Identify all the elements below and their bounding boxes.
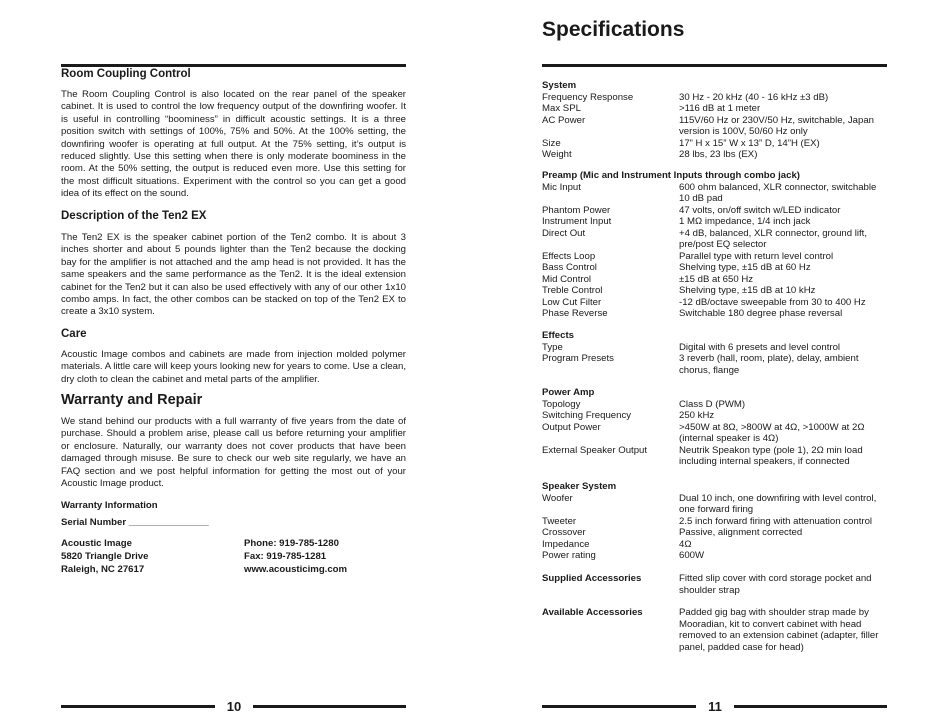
spec-row [542, 539, 887, 551]
speaker-system-section [542, 481, 887, 562]
spec-row [542, 297, 887, 309]
spec-row [542, 399, 887, 411]
spec-value: 47 volts, on/off switch w/LED indicator [679, 204, 841, 216]
spec-row [542, 308, 887, 320]
footer-rule-left [61, 705, 215, 708]
page-footer [542, 699, 887, 715]
spec-value: Digital with 6 presets and level control [679, 341, 841, 353]
spec-value: Switchable 180 degree phase reversal [679, 308, 843, 319]
spec-label: Crossover [542, 527, 586, 538]
description-heading: Description of the Ten2 EX [61, 210, 207, 222]
spec-value: 28 lbs, 23 lbs (EX) [679, 149, 758, 160]
care-heading: Care [61, 328, 87, 340]
spec-row [542, 410, 887, 422]
spec-row [542, 149, 887, 161]
speaker-system-heading: Speaker System [542, 481, 617, 492]
spec-label: Mid Control [542, 273, 592, 285]
spec-value: 600 ohm balanced, XLR connector, switchable 10 dB pad [679, 181, 877, 204]
spec-value: Neutrik Speakon type (pole 1), 2Ω min load including internal speakers, if connected [679, 444, 863, 467]
room-coupling-heading: Room Coupling Control [61, 68, 191, 80]
page-number: 10 [226, 699, 242, 714]
warranty-heading: Warranty and Repair [61, 392, 203, 408]
spec-row [542, 216, 887, 228]
spec-row [542, 274, 887, 286]
top-rule [61, 64, 406, 67]
spec-label: Direct Out [542, 227, 586, 239]
right-page [542, 0, 887, 721]
spec-value: -12 dB/octave sweepable from 30 to 400 Hz [679, 296, 866, 308]
footer-rule-right [734, 705, 887, 708]
spec-row [542, 182, 887, 205]
spec-label: Size [542, 137, 561, 149]
spec-row [542, 115, 887, 138]
spec-label: Phase Reverse [542, 308, 608, 319]
address-line-1: 5820 Triangle Drive [61, 551, 149, 562]
left-page [61, 0, 406, 721]
spec-value: >450W at 8Ω, >800W at 4Ω, >1000W at 2Ω (internal speaker is 4Ω) [679, 421, 865, 444]
supplied-accessories-section [542, 573, 887, 596]
room-coupling-text: The Room Coupling Control is also located on the rear panel of the speaker cabinet. It is used to control the low frequency output of the downfiring woofer. It is useful in controlling “boominess” in difficult acoustic settings. It is a three position switch with settings of 100%, 75% and 50%. At the 100% setting, the downfiring woofer is operating at full output. At the 75% setting, it’s output is reduced slightly. Use this setting when there is only moderate boominess in the room. At the 50% setting, the output is reduced even more. Use this setting for the most difficult situations. Experiment with the control so you can get a good idea of its effect on the sound. [61, 89, 406, 200]
effects-heading: Effects [542, 330, 574, 341]
preamp-heading: Preamp (Mic and Instrument Inputs through combo jack) [542, 170, 800, 181]
available-accessories-section [542, 607, 887, 653]
spec-value: 2.5 inch forward firing with attenuation control [679, 515, 873, 527]
care-text: Acoustic Image combos and cabinets are made from injection molded polymer materials. A little care will keep yours looking new for years to come. Use a clean, dry cloth to clean the cabinet and metal parts of the amplifier. [61, 349, 406, 385]
spec-row [542, 573, 887, 596]
spec-label: Topology [542, 398, 581, 410]
spec-row [542, 516, 887, 528]
spec-value: Dual 10 inch, one downfiring with level control, one forward firing [679, 492, 877, 515]
spec-value: 30 Hz - 20 kHz (40 - 16 kHz ±3 dB) [679, 91, 829, 103]
spec-value: >116 dB at 1 meter [679, 103, 761, 114]
spec-value: Parallel type with return level control [679, 250, 834, 262]
warranty-text: We stand behind our products with a full warranty of five years from the date of purchase. Should a problem arise, please call us before returning your amplifier or enclosure. Naturally, our warranty does not cover products that have been damaged through misuse. Be sure to check our web site regularly, we have an FAQ section and we post helpful information for getting the most out of your Acoustic Image product. [61, 416, 406, 490]
company-name: Acoustic Image [61, 538, 132, 549]
supplied-accessories-label: Supplied Accessories [542, 573, 642, 584]
spec-label: Switching Frequency [542, 410, 632, 421]
spec-row [542, 527, 887, 539]
fax-number: Fax: 919-785-1281 [244, 551, 327, 562]
description-text: The Ten2 EX is the speaker cabinet portion of the Ten2 combo. It is about 3 inches shorter and about 5 pounds lighter than the Ten2 because the docking bay for the amplifier is not attached and the amp head is not provided. It has the same speakers and the same performance as the Ten2. It is the ideal extension cabinet for the Ten2 but it can also be used effectively with any of our other 1x10 combo amps. In fact, the other combos can be stacked on top of the Ten2 EX to create a 3x10 system. [61, 232, 406, 318]
address-line-2: Raleigh, NC 27617 [61, 564, 145, 575]
footer-rule-right [253, 705, 406, 708]
spec-label: Impedance [542, 538, 590, 550]
spec-label: AC Power [542, 114, 586, 126]
spec-label: Max SPL [542, 103, 581, 114]
spec-row [542, 262, 887, 274]
spec-value: 600W [679, 550, 705, 561]
spec-label: Mic Input [542, 181, 581, 193]
spec-value: Shelving type, ±15 dB at 10 kHz [679, 285, 816, 296]
spec-row [542, 550, 887, 562]
spec-row [542, 103, 887, 115]
page-title: Specifications [542, 18, 685, 41]
serial-number-line: Serial Number _______________ [61, 517, 209, 528]
spec-row [542, 342, 887, 354]
spec-row [542, 92, 887, 104]
spec-value: 1 MΩ impedance, 1/4 inch jack [679, 216, 811, 227]
spec-label: External Speaker Output [542, 444, 648, 456]
spec-label: Output Power [542, 421, 601, 433]
spec-label: Effects Loop [542, 250, 596, 262]
power-amp-section [542, 387, 887, 468]
available-accessories-label: Available Accessories [542, 607, 643, 618]
spec-label: Phantom Power [542, 204, 611, 216]
spec-value: 4Ω [679, 538, 692, 550]
warranty-info-heading: Warranty Information [61, 500, 158, 511]
spec-label: Type [542, 341, 563, 353]
spec-label: Program Presets [542, 353, 614, 364]
spec-row [542, 138, 887, 150]
spec-value: +4 dB, balanced, XLR connector, ground lift, pre/post EQ selector [679, 227, 868, 250]
spec-row [542, 251, 887, 263]
spec-row [542, 422, 887, 445]
spec-value: Passive, alignment corrected [679, 527, 803, 538]
phone-number: Phone: 919-785-1280 [244, 538, 339, 549]
spec-label: Bass Control [542, 262, 597, 273]
effects-section [542, 330, 887, 376]
page-footer [61, 699, 406, 715]
available-accessories-value: Padded gig bag with shoulder strap made by Mooradian, kit to convert cabinet with head removed to an extension cabinet (adapter, filler panel, padded case for head) [679, 607, 879, 653]
footer-rule-left [542, 705, 696, 708]
spec-label: Frequency Response [542, 91, 634, 103]
spec-row [542, 445, 887, 468]
spec-row [542, 607, 887, 653]
spec-label: Instrument Input [542, 216, 612, 227]
spec-value: Class D (PWM) [679, 398, 746, 410]
top-rule [542, 64, 887, 67]
preamp-section [542, 170, 887, 320]
spec-value: ±15 dB at 650 Hz [679, 273, 754, 285]
supplied-accessories-value: Fitted slip cover with cord storage pocket and shoulder strap [679, 573, 872, 596]
spec-label: Woofer [542, 492, 573, 504]
spec-row [542, 353, 887, 376]
spec-row [542, 228, 887, 251]
spec-value: 115V/60 Hz or 230V/50 Hz, switchable, Japan version is 100V, 50/60 Hz only [679, 114, 875, 137]
spec-value: 17” H x 15” W x 13” D, 14”H (EX) [679, 137, 820, 149]
spec-label: Power rating [542, 550, 596, 561]
spec-value: 3 reverb (hall, room, plate), delay, ambient chorus, flange [679, 353, 859, 376]
system-section [542, 80, 887, 161]
spec-label: Weight [542, 149, 572, 160]
spec-value: Shelving type, ±15 dB at 60 Hz [679, 262, 811, 273]
system-heading: System [542, 80, 577, 91]
spec-row [542, 205, 887, 217]
power-amp-heading: Power Amp [542, 387, 595, 398]
spec-label: Tweeter [542, 515, 577, 527]
page-number: 11 [708, 699, 722, 714]
spec-value: 250 kHz [679, 410, 715, 421]
website-link: www.acousticimg.com [244, 564, 348, 575]
spec-label: Treble Control [542, 285, 603, 296]
spec-row [542, 285, 887, 297]
spec-row [542, 493, 887, 516]
spec-label: Low Cut Filter [542, 296, 602, 308]
